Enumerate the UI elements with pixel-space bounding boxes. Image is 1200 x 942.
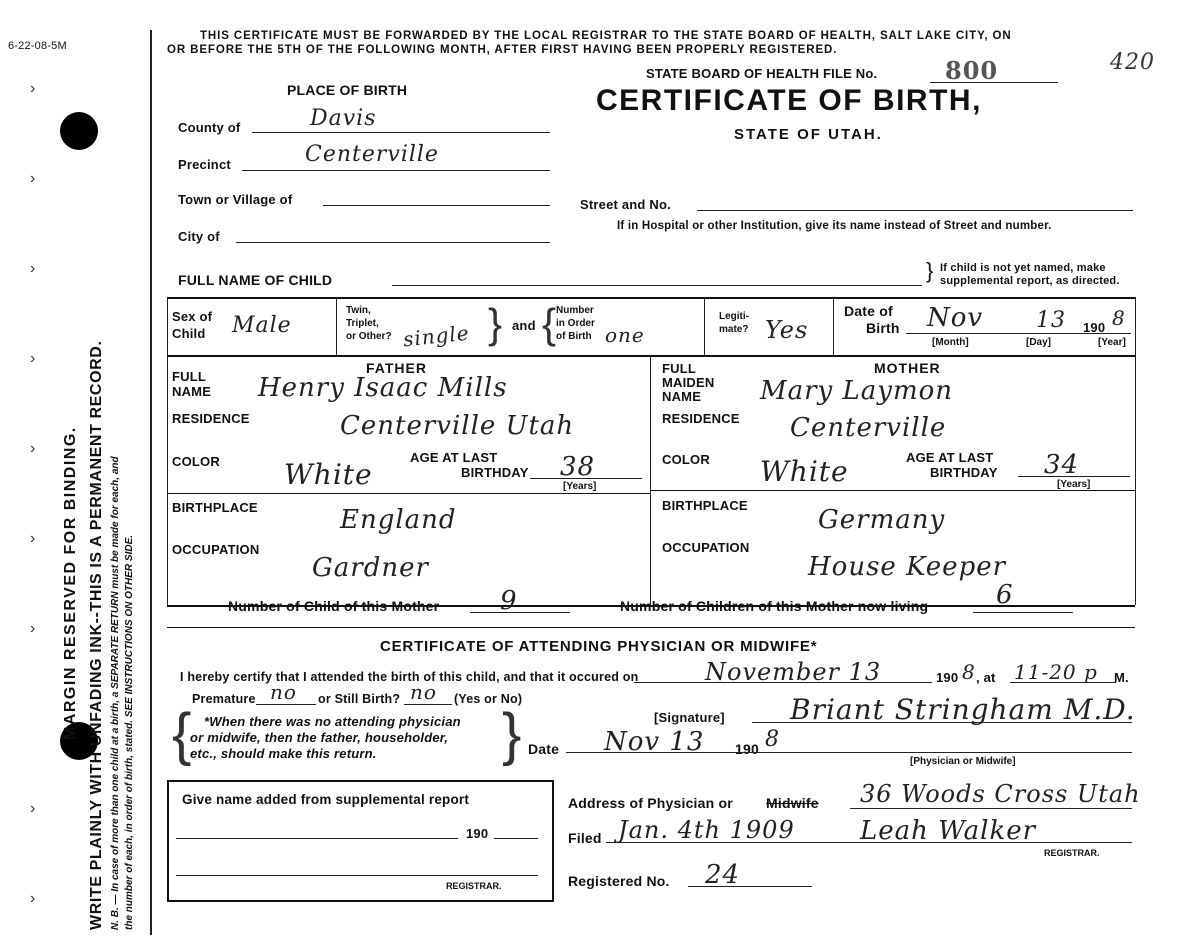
twin-label3: or Other? (346, 331, 392, 342)
dob-year-suffix: 8 (1112, 306, 1126, 330)
father-residence: Centerville Utah (340, 411, 575, 441)
father-name-label2: NAME (172, 384, 212, 399)
signature-label: [Signature] (654, 710, 725, 725)
twin-value: single (401, 320, 471, 352)
signature-value: Briant Stringham M.D. (790, 693, 1136, 726)
mother-heading: MOTHER (874, 360, 941, 376)
brace-icon: { (172, 702, 192, 767)
sign-date: Nov 13 (604, 727, 705, 757)
father-birthplace-label: BIRTHPLACE (172, 500, 258, 515)
dob-line (906, 333, 1131, 334)
unnamed-note-line2: supplemental report, as directed. (940, 275, 1120, 287)
mother-name: Mary Laymon (760, 376, 954, 406)
margin-note-line2: the number of each, in order of birth, stated. SEE INSTRUCTIONS ON OTHER SIDE. (124, 534, 135, 930)
living-line (973, 612, 1073, 613)
sign-year-suffix: 8 (765, 727, 780, 752)
unnamed-note-line1: If child is not yet named, make (940, 262, 1106, 274)
mother-occupation: House Keeper (808, 552, 1007, 582)
address-line (850, 808, 1132, 809)
child-number: 9 (500, 586, 518, 616)
m-label: M. (1114, 670, 1129, 685)
mother-age-label2: BIRTHDAY (930, 465, 998, 480)
sex-value: Male (232, 313, 292, 338)
city-line (236, 242, 550, 243)
father-color: White (284, 458, 373, 491)
mother-age: 34 (1044, 450, 1080, 480)
dob-month: Nov (927, 303, 984, 333)
sign-year-prefix: 190 (735, 741, 759, 757)
sex-label: Sex of (172, 309, 213, 324)
county-line (252, 132, 550, 133)
order-label3: of Birth (556, 331, 592, 342)
birth-date: November 13 (705, 658, 882, 686)
mother-age-label: AGE AT LAST (906, 450, 994, 465)
brace-icon: } (926, 258, 934, 283)
page-title: CERTIFICATE OF BIRTH, (596, 84, 982, 117)
mother-residence: Centerville (790, 413, 947, 443)
grid-rule (650, 490, 1135, 491)
stillbirth-value: no (410, 680, 437, 704)
perforation-mark: › (30, 890, 36, 907)
sex-label2: Child (172, 326, 206, 341)
twin-label: Twin, (346, 305, 371, 316)
grid-rule (833, 297, 834, 355)
living-label: Number of Children of this Mother now living (620, 598, 929, 614)
father-age-label: AGE AT LAST (410, 450, 498, 465)
premature-line (256, 704, 316, 705)
note-line2: or midwife, then the father, householder, (190, 730, 449, 745)
county-label: County of (178, 120, 241, 135)
premature-value: no (270, 680, 297, 704)
notice-line2: OR BEFORE THE 5TH OF THE FOLLOWING MONTH, AFTER FIRST HAVING BEEN PROPERLY REGISTERED. (167, 44, 838, 56)
father-residence-label: RESIDENCE (172, 411, 250, 426)
brace-icon: { (542, 300, 557, 347)
mother-color: White (760, 455, 849, 488)
precinct-label: Precinct (178, 157, 231, 172)
mother-name-label3: NAME (662, 389, 702, 404)
father-occupation: Gardner (312, 553, 429, 583)
order-label2: in Order (556, 318, 595, 329)
address-label: Address of Physician or (568, 795, 733, 811)
stillbirth-line (404, 704, 452, 705)
mother-occupation-label: OCCUPATION (662, 540, 750, 555)
brace-icon: } (502, 702, 522, 767)
grid-rule (167, 627, 1135, 628)
street-label: Street and No. (580, 197, 671, 212)
city-label: City of (178, 229, 220, 244)
perforation-mark: › (30, 620, 36, 637)
father-age-line (530, 478, 642, 479)
file-no-label: STATE BOARD OF HEALTH FILE No. (646, 66, 878, 81)
grid-rule (336, 297, 337, 355)
father-name-label: FULL (172, 369, 207, 384)
dob-label: Date of (844, 303, 893, 319)
note-line1: *When there was no attending physician (204, 714, 461, 729)
legit-label: Legiti- (719, 311, 749, 322)
mother-years-caption: [Years] (1057, 479, 1091, 490)
order-label: Number (556, 305, 594, 316)
grid-rule (167, 297, 168, 605)
perforation-mark: › (30, 440, 36, 457)
town-line (323, 205, 550, 206)
birth-time: 11-20 p (1014, 660, 1098, 684)
file-no-line (930, 82, 1058, 83)
premature-label: Premature (192, 692, 256, 706)
grid-rule (650, 355, 651, 605)
margin-rule (150, 30, 152, 935)
registered-line (688, 886, 812, 887)
county-value: Davis (310, 106, 377, 131)
mother-birthplace: Germany (818, 505, 946, 535)
supplemental-registrar-line (176, 875, 538, 876)
certify-text: I hereby certify that I attended the birth of this child, and that it occured on (180, 670, 639, 684)
mother-birthplace-label: BIRTHPLACE (662, 498, 748, 513)
legit-value: Yes (765, 316, 809, 344)
filed-date: Jan. 4th 1909 (618, 816, 795, 844)
permanent-record-notice: WRITE PLAINLY WITH UNFADING INK--THIS IS A PERMANENT RECORD. (88, 340, 105, 930)
supplemental-year-line (494, 838, 538, 839)
page-subtitle: STATE OF UTAH. (734, 126, 883, 143)
twin-label2: Triplet, (346, 318, 379, 329)
grid-rule (167, 297, 1135, 299)
legit-label2: mate? (719, 324, 749, 335)
registered-label: Registered No. (568, 873, 670, 889)
registered-number: 24 (705, 860, 741, 890)
child-number-line (470, 612, 570, 613)
mother-name-label2: MAIDEN (662, 375, 715, 390)
at-label: , at (976, 670, 996, 685)
birth-date-line (634, 682, 932, 683)
town-label: Town or Village of (178, 192, 293, 207)
street-line (697, 210, 1133, 211)
father-color-label: COLOR (172, 454, 220, 469)
brace-icon: } (488, 300, 503, 347)
birth-time-line (1010, 682, 1116, 683)
father-age: 38 (560, 452, 596, 482)
grid-rule (704, 297, 705, 355)
supplemental-heading: Give name added from supplemental report (182, 792, 470, 807)
full-name-label: FULL NAME OF CHILD (178, 272, 333, 288)
physician-address: 36 Woods Cross Utah (860, 780, 1141, 808)
filed-line (606, 842, 1132, 843)
father-birthplace: England (340, 505, 457, 535)
registrar-label: REGISTRAR. (1044, 848, 1100, 858)
birth-year-prefix: 190 (936, 670, 959, 685)
child-number-label: Number of Child of this Mother (228, 598, 440, 614)
filed-label: Filed (568, 830, 602, 846)
father-name: Henry Isaac Mills (258, 373, 508, 403)
day-caption: [Day] (1026, 337, 1052, 348)
perforation-mark: › (30, 530, 36, 547)
grid-rule (167, 493, 650, 494)
year-caption: [Year] (1098, 337, 1126, 348)
grid-rule (1135, 297, 1136, 605)
supplemental-line (176, 838, 458, 839)
and-label: and (512, 318, 536, 333)
living-count: 6 (996, 580, 1014, 610)
file-no: 800 (945, 56, 999, 85)
precinct-value: Centerville (305, 142, 439, 167)
supplemental-year: 190 (466, 826, 489, 841)
corner-number: 420 (1110, 50, 1155, 75)
father-occupation-label: OCCUPATION (172, 542, 260, 557)
hospital-note: If in Hospital or other Institution, give its name instead of Street and number. (617, 220, 1052, 232)
perforation-mark: › (30, 80, 36, 97)
order-value: one (605, 323, 645, 347)
binding-notice: MARGIN RESERVED FOR BINDING. (62, 426, 79, 740)
address-strike: Midwife (766, 795, 819, 811)
perforation-mark: › (30, 800, 36, 817)
date-label: Date (528, 741, 560, 757)
margin-note-line1: N. B. — In case of more than one child at a birth, a SEPARATE RETURN must be made for each, and (110, 456, 121, 930)
father-age-label2: BIRTHDAY (461, 465, 529, 480)
dob-year-prefix: 190 (1083, 320, 1106, 335)
birth-year-suffix: 8 (962, 660, 976, 684)
place-heading: PLACE OF BIRTH (287, 82, 408, 98)
dob-label2: Birth (866, 320, 900, 336)
stillbirth-label: or Still Birth? (318, 692, 401, 706)
mother-age-line (1018, 476, 1130, 477)
perforation-mark: › (30, 170, 36, 187)
mother-residence-label: RESIDENCE (662, 411, 740, 426)
month-caption: [Month] (932, 337, 969, 348)
grid-rule (167, 355, 1135, 357)
perforation-mark: › (30, 350, 36, 367)
perforation-mark: › (30, 260, 36, 277)
father-heading: FATHER (366, 360, 427, 376)
form-code: 6-22-08-5M (8, 40, 67, 52)
notice-line1: THIS CERTIFICATE MUST BE FORWARDED BY THE LOCAL REGISTRAR TO THE STATE BOARD OF HEALTH, SALT LAKE CITY, ON (200, 30, 1012, 42)
full-name-line (392, 285, 922, 286)
mother-name-label: FULL (662, 361, 697, 376)
yesno-label: (Yes or No) (454, 692, 523, 706)
signature-line (752, 722, 1132, 723)
precinct-line (242, 170, 550, 171)
dob-day: 13 (1036, 308, 1066, 333)
note-line3: etc., should make this return. (190, 746, 377, 761)
registrar-signature: Leah Walker (860, 816, 1037, 846)
binding-hole-top (60, 112, 98, 150)
mother-color-label: COLOR (662, 452, 710, 467)
signature-caption: [Physician or Midwife] (910, 756, 1016, 767)
supplemental-registrar-label: REGISTRAR. (446, 881, 502, 891)
father-years-caption: [Years] (563, 481, 597, 492)
sign-date-line (566, 752, 1132, 753)
physician-heading: CERTIFICATE OF ATTENDING PHYSICIAN OR MIDWIFE* (380, 638, 818, 655)
